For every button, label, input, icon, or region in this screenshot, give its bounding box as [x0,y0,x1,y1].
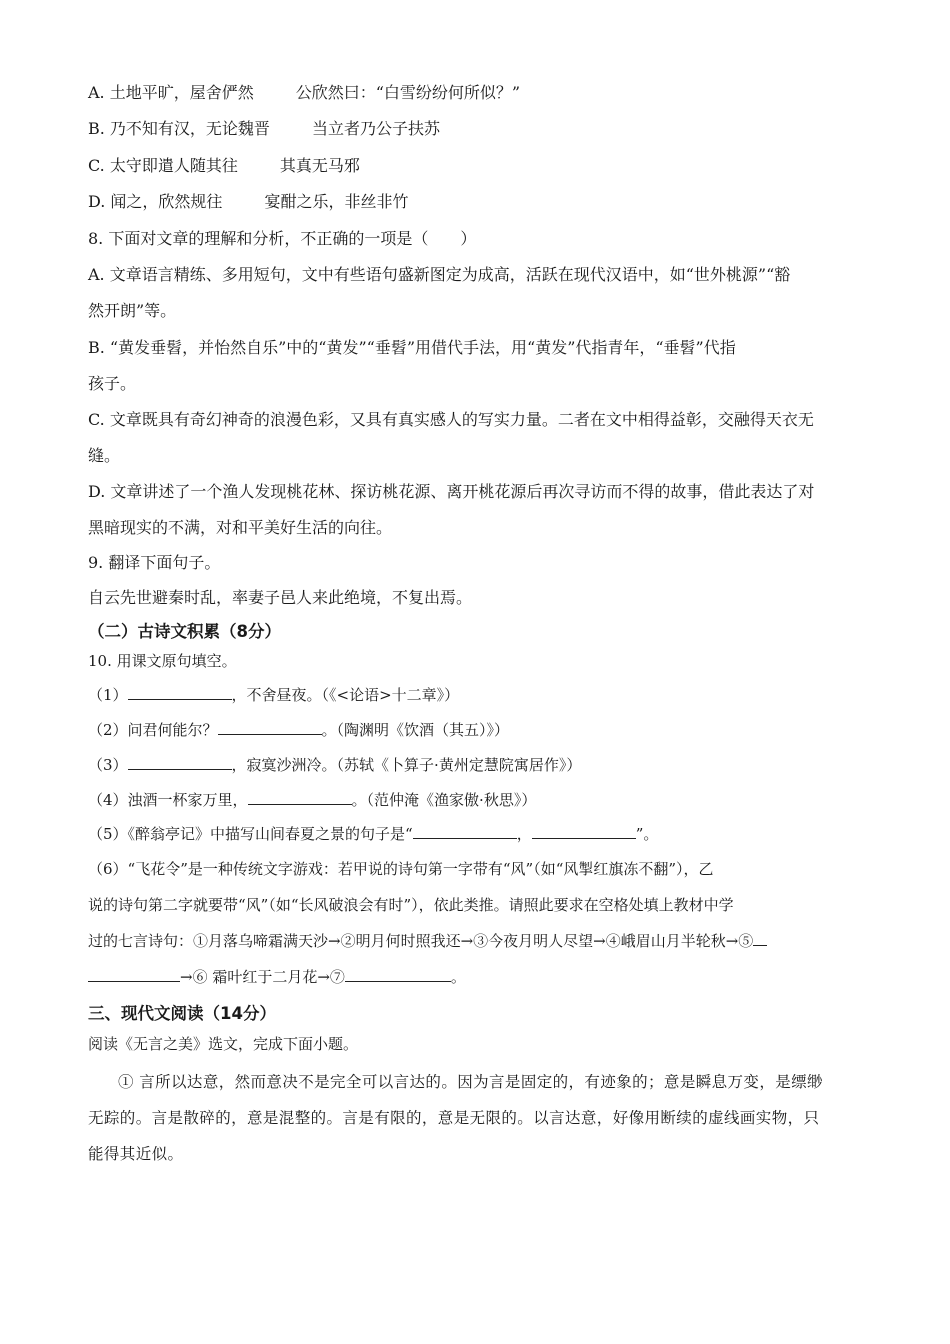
q10-item-4 [88,790,536,810]
q9-stem: 9. 翻译下面句子。 [88,553,221,572]
answer-blank-6-start[interactable] [753,931,767,946]
q8-option-c-line1: C. 文章既具有奇幻神奇的浪漫色彩，又具有真实感人的写实力量。二者在文中相得益彰，交融得天衣无 [88,410,814,429]
q8-option-c-line2: 缝。 [88,446,121,465]
q8-option-b-line1: B. “黄发垂髫，并怡然自乐”中的“黄发”“垂髫”用借代手法，用“黄发”代指青年，“垂髫”代指 [88,338,736,357]
q10-item-1-suffix: ，不舍昼夜。（《<论语>十二章》） [231,686,460,704]
reading-para-line1: ① 言所以达意，然而意决不是完全可以言达的。因为言是固定的，有迹象的；意是瞬息万变，是缥缈 [118,1073,823,1091]
q10-item-6-line4-end: 。 [450,968,466,986]
q10-item-6-line3-text: 过的七言诗句：①月落乌啼霜满天沙→②明月何时照我还→③今夜月明人尽望→④峨眉山月半轮秋→⑤ [88,932,754,950]
q7-option-c [88,156,360,176]
q10-item-5 [88,824,658,844]
q8-option-a-line1: A. 文章语言精练、多用短句，文中有些语句盛新图定为成高，活跃在现代汉语中，如“世外桃源”“豁 [88,265,791,284]
q10-item-3 [88,755,581,775]
q8-option-a-line2: 然开朗”等。 [88,301,177,320]
q10-item-5-prefix: （5）《醉翁亭记》中描写山间春夏之景的句子是“ [88,825,413,843]
answer-blank-2[interactable] [218,720,322,735]
q10-item-2 [88,720,509,740]
q10-item-2-prefix: （2）问君何能尔？ [88,721,218,739]
q7-option-c-left: C. 太守即遣人随其往 [88,156,238,175]
answer-blank-3[interactable] [128,755,232,770]
section2-title: （二）古诗文积累（8分） [88,622,281,641]
q10-item-1 [88,685,459,705]
answer-blank-4[interactable] [248,790,352,805]
q7-option-a-right: 公欣然曰：“白雪纷纷何所似？” [295,83,521,102]
answer-blank-5a[interactable] [413,824,517,839]
q9-sentence: 自云先世避秦时乱，率妻子邑人来此绝境，不复出焉。 [88,588,473,607]
answer-blank-6-cont[interactable] [88,967,180,982]
answer-blank-5b[interactable] [532,824,636,839]
q7-option-b-left: B. 乃不知有汉，无论魏晋 [88,119,270,138]
q7-option-d-left: D. 闻之，欣然规往 [88,192,223,211]
q10-item-5-suffix: ”。 [635,825,659,843]
q10-item-5-comma: ， [516,825,532,843]
reading-para-line3: 能得其近似。 [88,1145,184,1163]
q10-stem: 10. 用课文原句填空。 [88,652,237,670]
answer-blank-7[interactable] [345,967,451,982]
q10-item-6-line1: （6）“飞花令”是一种传统文字游戏：若甲说的诗句第一字带有“风”（如“风掣红旗冻不翻”），乙 [88,860,714,878]
section3-intro: 阅读《无言之美》选文，完成下面小题。 [88,1035,359,1053]
reading-para-line2: 无踪的。言是散碎的，意是混整的。言是有限的，意是无限的。以言达意，好像用断续的虚线画实物，只 [88,1109,820,1127]
section3-title: 三、现代文阅读（14分） [88,1004,276,1023]
q7-option-a [88,83,520,103]
answer-blank-1[interactable] [128,685,232,700]
q10-item-6-line4-text: →⑥ 霜叶红于二月花→⑦ [180,968,345,986]
q8-option-b-line2: 孩子。 [88,374,137,393]
q10-item-2-suffix: 。（陶渊明《饮酒（其五）》） [321,721,510,739]
q10-item-3-suffix: ，寂寞沙洲冷。（苏轼《卜算子·黄州定慧院寓居作》） [231,756,582,774]
q7-option-b-right: 当立者乃公子扶苏 [311,119,440,138]
q7-option-d [88,192,408,212]
q10-item-4-suffix: 。（范仲淹《渔家傲·秋思》） [351,791,537,809]
q8-stem: 8. 下面对文章的理解和分析，不正确的一项是（ ） [88,229,477,248]
q10-item-6-line3 [88,931,767,951]
q7-option-b [88,119,440,139]
q10-item-4-prefix: （4）浊酒一杯家万里， [88,791,248,809]
q10-item-6-line2: 说的诗句第二字就要带“风”（如“长风破浪会有时”），依此类推。请照此要求在空格处填上教材中学 [88,896,734,914]
q10-item-6-line4 [88,967,466,987]
q10-item-1-prefix: （1） [88,686,128,704]
q7-option-c-right: 其真无马邪 [279,156,360,175]
q8-option-d-line2: 黑暗现实的不满，对和平美好生活的向往。 [88,518,393,537]
q7-option-d-right: 宴酣之乐，非丝非竹 [264,192,409,211]
q7-option-a-left: A. 土地平旷，屋舍俨然 [88,83,254,102]
q10-item-3-prefix: （3） [88,756,128,774]
q8-option-d-line1: D. 文章讲述了一个渔人发现桃花林、探访桃花源、离开桃花源后再次寻访而不得的故事，借此表达了对 [88,482,815,501]
